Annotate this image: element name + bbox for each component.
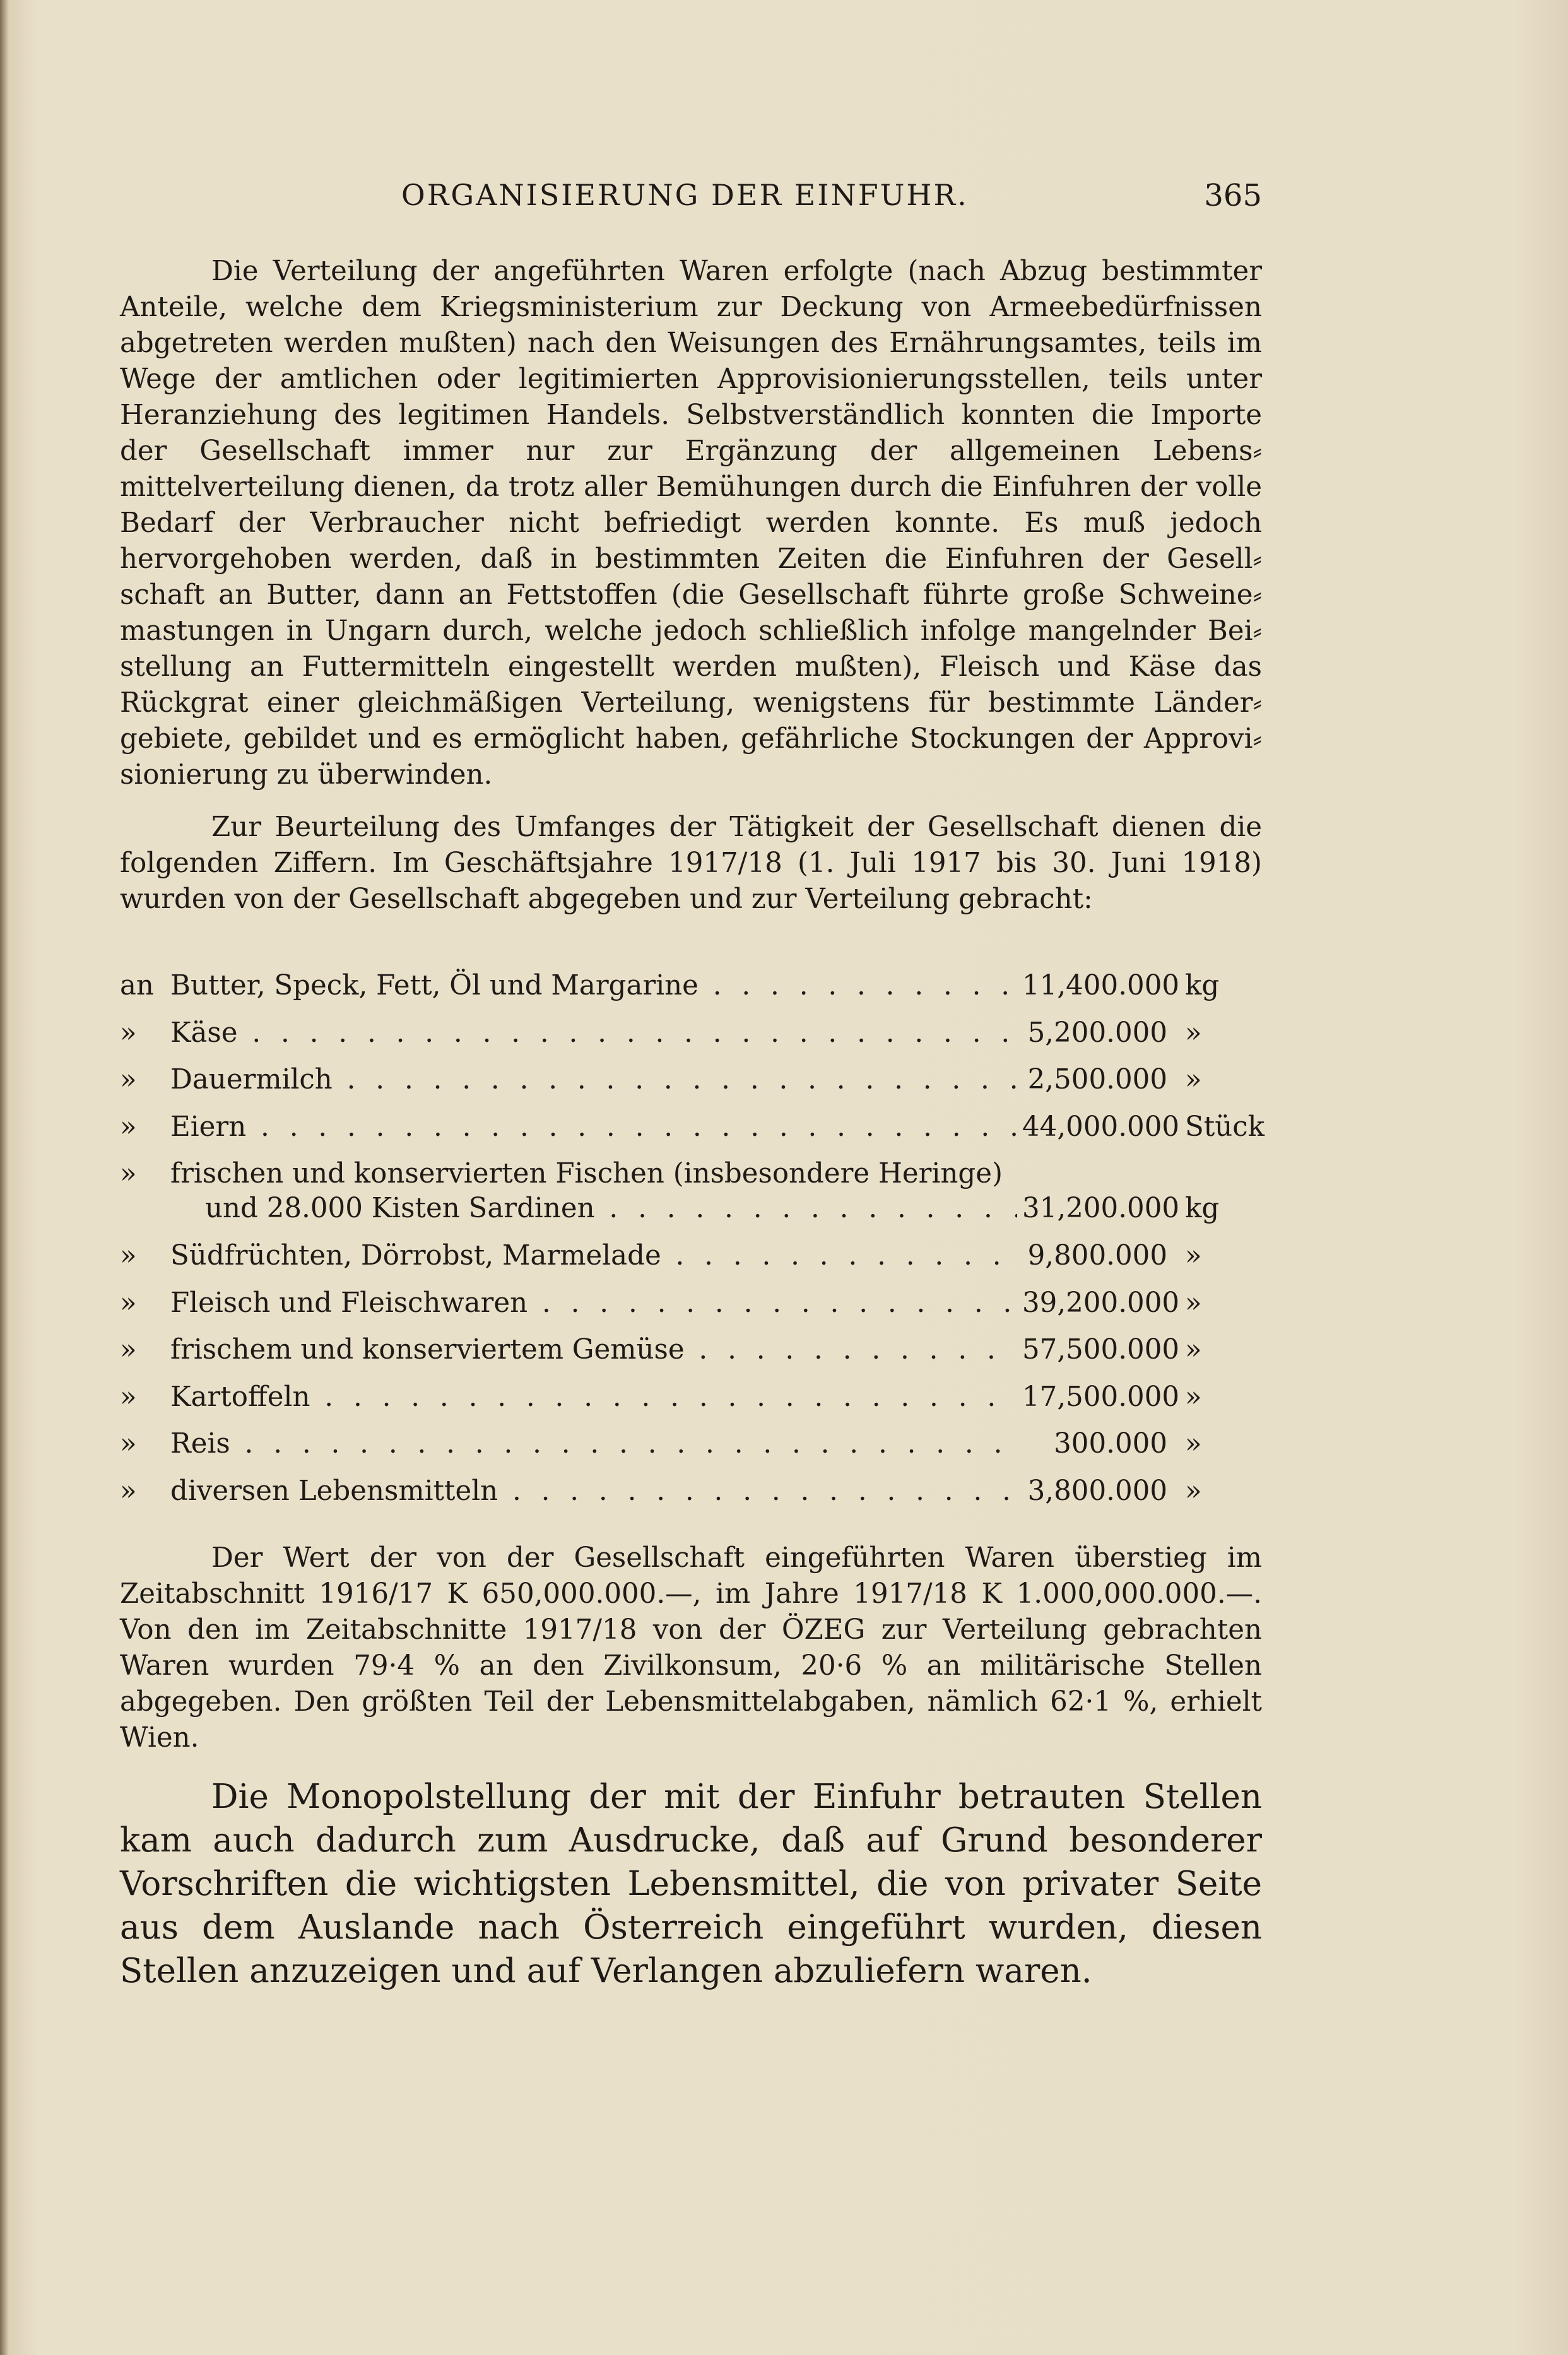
paragraph-distribution: Die Verteilung der angeführten Waren erfolgte (nach Abzug bestimmter Anteile, welche dem Kriegsministerium zur Deckung von Armeebedürfnissen abgetreten werden mußten) nach den Weisungen des Ernährungsamtes, teils im Wege der amtlichen oder legitimierten Approvisionierungsstellen, teils unter Heranziehung des legitimen Handels. Selbstverständlich konnten die Importe der Gesellschaft immer nur zur Ergänzung der allgemeinen Lebens⸗mittelverteilung dienen, da trotz aller Bemühungen durch die Einfuhren der volle Bedarf der Verbraucher nicht befriedigt werden konnte. Es muß jedoch hervorgehoben werden, daß in bestimmten Zeiten die Einfuhren der Gesell⸗schaft an Butter, dann an Fettstoffen (die Gesellschaft führte große Schweine⸗mastungen in Ungarn durch, welche jedoch schließlich infolge mangelnder Bei⸗stellung an Futtermitteln eingestellt werden mußten), Fleisch und Käse das Rückgrat einer gleichmäßigen Verteilung, wenigstens für bestimmte Länder⸗gebiete, gebildet und es ermöglicht haben, gefährliche Stockungen der Approvi⸗sionierung zu überwinden. (120, 256, 1262, 791)
row-label: diversen Lebensmitteln . . . (170, 1468, 1017, 1515)
row-value: 57,500.000 (1022, 1334, 1180, 1366)
table-row (120, 1420, 1262, 1468)
row-label: Reis . . . (170, 1420, 1017, 1468)
row-value: 39,200.000 (1022, 1287, 1180, 1319)
row-unit: » (1185, 1475, 1202, 1507)
row-unit: » (1185, 1428, 1202, 1460)
table-row (120, 1232, 1262, 1280)
row-label: frischen und konservierten Fischen (insbesondere Heringe) (170, 1158, 1003, 1189)
row-unit: » (1185, 1064, 1202, 1095)
row-unit: » (1185, 1017, 1202, 1049)
row-prefix: » (120, 1381, 137, 1413)
paragraph-figures-intro: Zur Beurteilung des Umfanges der Tätigkeit der Gesellschaft dienen die folgenden Ziffern. Im Geschäftsjahre 1917/18 (1. Juli 1917 bis 30. Juni 1918) wurden von der Gesellschaft abgegeben und zur Verteilung gebracht: (120, 812, 1262, 915)
row-value: 11,400.000 (1022, 970, 1180, 1001)
table-row (120, 1374, 1262, 1421)
row-prefix: » (120, 1064, 137, 1095)
row-value: 5,200.000 (1027, 1017, 1167, 1049)
row-unit: » (1185, 1381, 1202, 1413)
row-value: 17,500.000 (1022, 1381, 1180, 1413)
row-prefix: » (120, 1240, 137, 1272)
table-row (120, 962, 1262, 1010)
row-prefix: » (120, 1475, 137, 1507)
row-label: frischem und konserviertem Gemüse . . . (170, 1326, 1017, 1374)
running-title: ORGANISIERUNG DER EINFUHR. (401, 178, 969, 212)
paragraph-value-summary: Der Wert der von der Gesellschaft eingeführten Waren überstieg im Zeitabschnitt 1916/17 K 650,000.000.—, im Jahre 1917/18 K 1.000,000.000.—. Von den im Zeitabschnitte 1917/18 von der ÖZEG zur Verteilung gebrachten Waren wurden 79·4 % an den Zivilkonsum, 20·6 % an militärische Stellen abgegeben. Den größten Teil der Lebensmittelabgaben, nämlich 62·1 %, erhielt Wien. (120, 1542, 1262, 1754)
row-label: Kartoffeln . . . (170, 1374, 1017, 1421)
row-unit: » (1185, 1334, 1202, 1366)
row-label: Butter, Speck, Fett, Öl und Margarine . . . (170, 962, 1017, 1010)
row-prefix: » (120, 1158, 137, 1189)
page-content (120, 0, 1265, 2355)
row-value: 9,800.000 (1027, 1240, 1167, 1272)
row-value: 300.000 (1054, 1428, 1167, 1460)
row-label: Dauermilch . . . (170, 1056, 1017, 1104)
goods-table (120, 962, 1265, 1514)
row-prefix: » (120, 1334, 137, 1366)
row-unit: Stück (1185, 1111, 1265, 1143)
table-row (120, 1150, 1262, 1232)
table-row (120, 1326, 1262, 1374)
table-row (120, 1010, 1262, 1057)
row-prefix: » (120, 1428, 137, 1460)
running-head (120, 178, 1262, 216)
row-unit: kg (1185, 970, 1220, 1001)
row-label: Südfrüchten, Dörrobst, Marmelade . . . (170, 1232, 1017, 1280)
row-value: 3,800.000 (1027, 1475, 1167, 1507)
table-row (120, 1056, 1262, 1104)
row-prefix: » (120, 1017, 137, 1049)
table-row (120, 1280, 1262, 1327)
row-unit: » (1185, 1240, 1202, 1272)
row-label-continuation: und 28.000 Kisten Sardinen . . . (205, 1185, 1017, 1232)
row-value: 31,200.000 (1022, 1193, 1180, 1224)
row-label: Käse . . . (170, 1010, 1017, 1057)
table-row (120, 1468, 1262, 1515)
closing-paragraph: Die Monopolstellung der mit der Einfuhr betrauten Stellen kam auch dadurch zum Ausdrucke, daß auf Grund besonderer Vorschriften die wichtigsten Lebensmittel, die von privater Seite aus dem Auslande nach Österreich eingeführt wurden, diesen Stellen anzuzeigen und auf Verlangen abzuliefern waren. (120, 1778, 1262, 1990)
page-number: 365 (1204, 178, 1262, 213)
row-value: 44,000.000 (1022, 1111, 1180, 1143)
row-value: 2,500.000 (1027, 1064, 1167, 1095)
row-unit: » (1185, 1287, 1202, 1319)
table-row (120, 1104, 1265, 1151)
row-prefix: an (120, 970, 154, 1001)
book-binding-edge (0, 0, 9, 2355)
row-prefix: » (120, 1111, 137, 1143)
row-label: Eiern . . . (170, 1104, 1017, 1151)
row-prefix: » (120, 1287, 137, 1319)
row-unit: kg (1185, 1193, 1220, 1224)
row-label: Fleisch und Fleischwaren . . . (170, 1280, 1017, 1327)
